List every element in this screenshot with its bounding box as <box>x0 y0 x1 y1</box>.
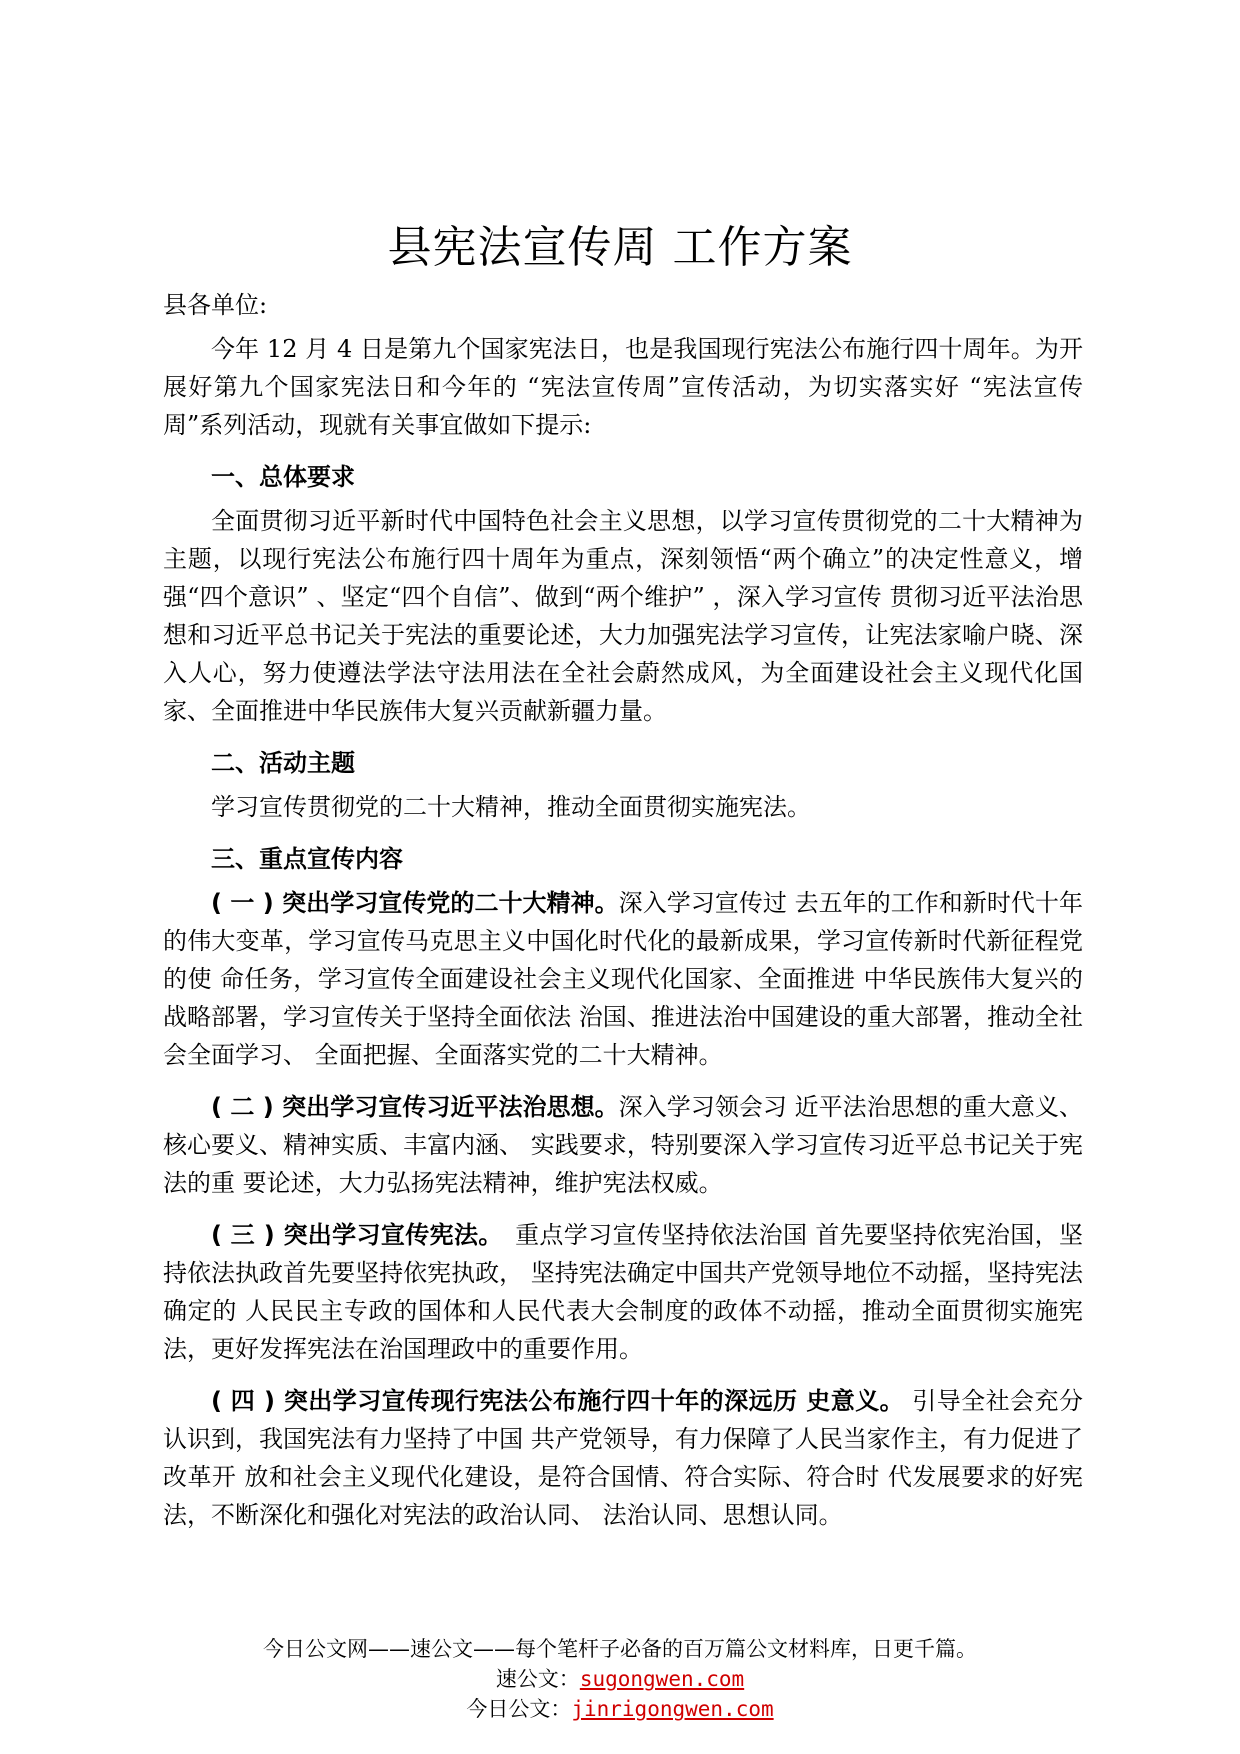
sugongwen-link[interactable]: sugongwen.com <box>579 1667 745 1691</box>
jinrigongwen-link[interactable]: jinrigongwen.com <box>571 1697 774 1721</box>
point-paragraph-1 <box>163 884 1083 1074</box>
point-lead-3: ( 三 ) 突出学习宣传宪法。 <box>211 1221 491 1249</box>
point-paragraph-4 <box>163 1382 1083 1534</box>
point-text-4: 引导全社会充分认识到，我国宪法有力坚持了中国 共产党领导，有力保障了人民当家作主，有力促进了改革开 放和社会主义现代化建设，是符合国情、符合实际、符合时 代发展要求的好宪法，不断深化和强化对宪法的政治认同、 法治认同、思想认同。 <box>163 1387 1084 1529</box>
section-text-2: 学习宣传贯彻党的二十大精神，推动全面贯彻实施宪法。 <box>211 793 811 821</box>
footer-line-jinrigongwen <box>0 1694 1240 1724</box>
footer-label-sugongwen: 速公文： <box>495 1667 580 1691</box>
point-lead-4: ( 四 ) 突出学习宣传现行宪法公布施行四十年的深远历 史意义。 <box>211 1387 905 1415</box>
section-heading-2: 二、活动主题 <box>211 749 355 777</box>
point-lead-2: ( 二 ) 突出学习宣传习近平法治思想。 <box>211 1093 619 1121</box>
intro-paragraph: 今年 12 月 4 日是第九个国家宪法日，也是我国现行宪法公布施行四十周年。为开展好第九个国家宪法日和今年的 “宪法宣传周”宣传活动，为切实落实好 “宪法宣传周”系列活动，现就有关事宜做如下提示: <box>163 335 1083 439</box>
footer-label-jinrigongwen: 今日公文： <box>466 1697 572 1721</box>
point-text-1: 深入学习宣传过 去五年的工作和新时代十年的伟大变革，学习宣传马克思主义中国化时代化的最新成果，学习宣传新时代新征程党的使 命任务，学习宣传全面建设社会主义现代化国家、全面推进 中华民族伟大复兴的战略部署，学习宣传关于坚持全面依法 治国、推进法治中国建设的重大部署，推动全社会全面学习、 全面把握、全面落实党的二十大精神。 <box>163 889 1083 1069</box>
section-heading-3: 三、重点宣传内容 <box>211 845 403 873</box>
section-text-1: 全面贯彻习近平新时代中国特色社会主义思想，以学习宣传贯彻党的二十大精神为主题，以现行宪法公布施行四十周年为重点，深刻领悟“两个确立”的决定性意义，增强“四个意识” 、坚定“四个自信”、做到“两个维护” ，深入学习宣传 贯彻习近平法治思想和习近平总书记关于宪法的重要论述，大力加强宪法学习宣传，让宪法家喻户晓、深入人心，努力使遵法学法守法用法在全社会蔚然成风，为全面建设社会主义现代化国家、全面推进中华民族伟大复兴贡献新疆力量。 <box>163 507 1083 725</box>
salutation: 县各单位: <box>163 291 268 319</box>
point-text-3: 重点学习宣传坚持依法治国 首先要坚持依宪治国，坚持依法执政首先要坚持依宪执政， 坚持宪法确定中国共产党领导地位不动摇，坚持宪法确定的 人民民主专政的国体和人民代表大会制度的政体不动摇，推动全面贯彻实施宪法，更好发挥宪法在治国理政中的重要作用。 <box>163 1221 1083 1363</box>
point-text-2: 深入学习领会习 近平法治思想的重大意义、核心要义、精神实质、丰富内涵、 实践要求，特别要深入学习宣传习近平总书记关于宪法的重 要论述，大力弘扬宪法精神，维护宪法权威。 <box>163 1093 1083 1197</box>
point-paragraph-3 <box>163 1216 1083 1368</box>
footer-line-sugongwen <box>0 1664 1240 1694</box>
footer <box>0 1634 1240 1724</box>
footer-slogan: 今日公文网——速公文——每个笔杆子必备的百万篇公文材料库，日更千篇。 <box>263 1637 977 1661</box>
document-title: 县宪法宣传周 工作方案 <box>387 222 853 273</box>
point-paragraph-2 <box>163 1088 1083 1202</box>
point-lead-1: ( 一 ) 突出学习宣传党的二十大精神。 <box>211 889 619 917</box>
section-heading-1: 一、总体要求 <box>211 463 355 491</box>
document-body <box>163 286 1083 1548</box>
